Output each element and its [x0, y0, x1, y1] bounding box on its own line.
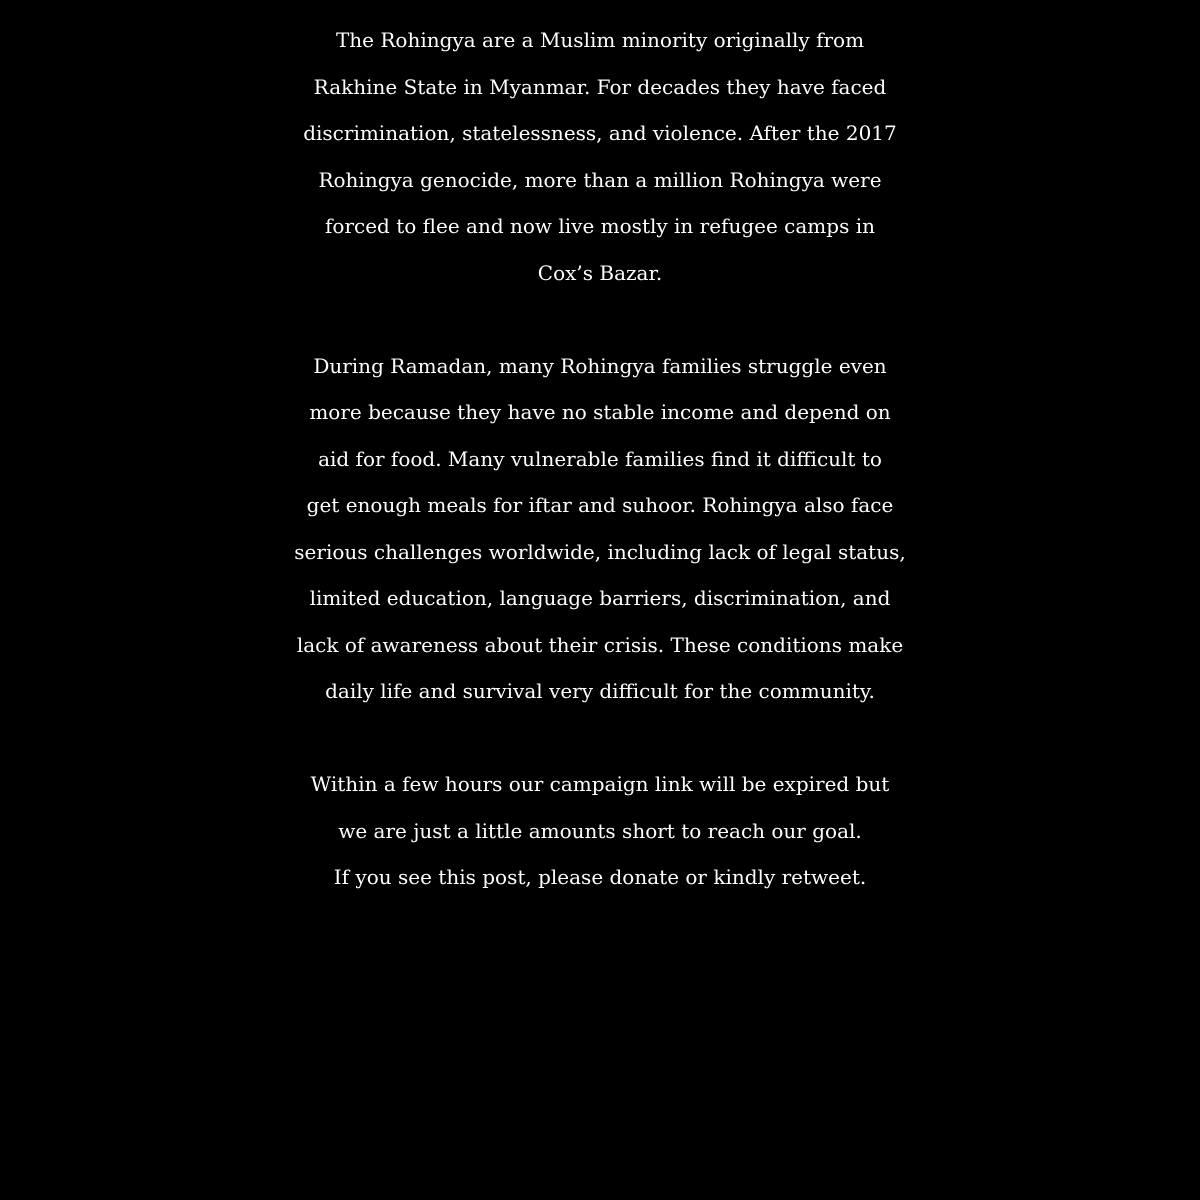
text-line: forced to flee and now live mostly in refugee camps in: [325, 214, 875, 238]
text-line: limited education, language barriers, discrimination, and: [309, 586, 891, 610]
text-line: daily life and survival very difficult for the community.: [325, 679, 875, 703]
text-line: more because they have no stable income and depend on: [309, 400, 891, 424]
text-line: Within a few hours our campaign link will be expired but: [310, 772, 890, 796]
text-line: lack of awareness about their crisis. These conditions make: [296, 632, 904, 657]
paragraph-spacer: [0, 296, 1200, 343]
paragraph-spacer: [0, 715, 1200, 762]
paragraph-background: [0, 17, 1200, 296]
paragraph-appeal: [0, 761, 1200, 901]
text-line: get enough meals for iftar and suhoor. Rohingya also face: [306, 493, 894, 517]
text-line: discrimination, statelessness, and violence. After the 2017: [303, 121, 897, 145]
text-line: aid for food. Many vulnerable families find it difficult to: [318, 446, 882, 471]
text-line: Cox’s Bazar.: [537, 260, 663, 285]
paragraph-ramadan: [0, 343, 1200, 715]
text-line: During Ramadan, many Rohingya families struggle even: [313, 353, 887, 378]
text-line: If you see this post, please donate or kindly retweet.: [333, 865, 867, 889]
text-line: The Rohingya are a Muslim minority originally from: [335, 28, 865, 52]
text-line: Rakhine State in Myanmar. For decades they have faced: [313, 74, 887, 99]
text-line: Rohingya genocide, more than a million Rohingya were: [318, 167, 882, 192]
text-line: serious challenges worldwide, including lack of legal status,: [294, 539, 906, 564]
text-line: we are just a little amounts short to reach our goal.: [338, 818, 862, 843]
